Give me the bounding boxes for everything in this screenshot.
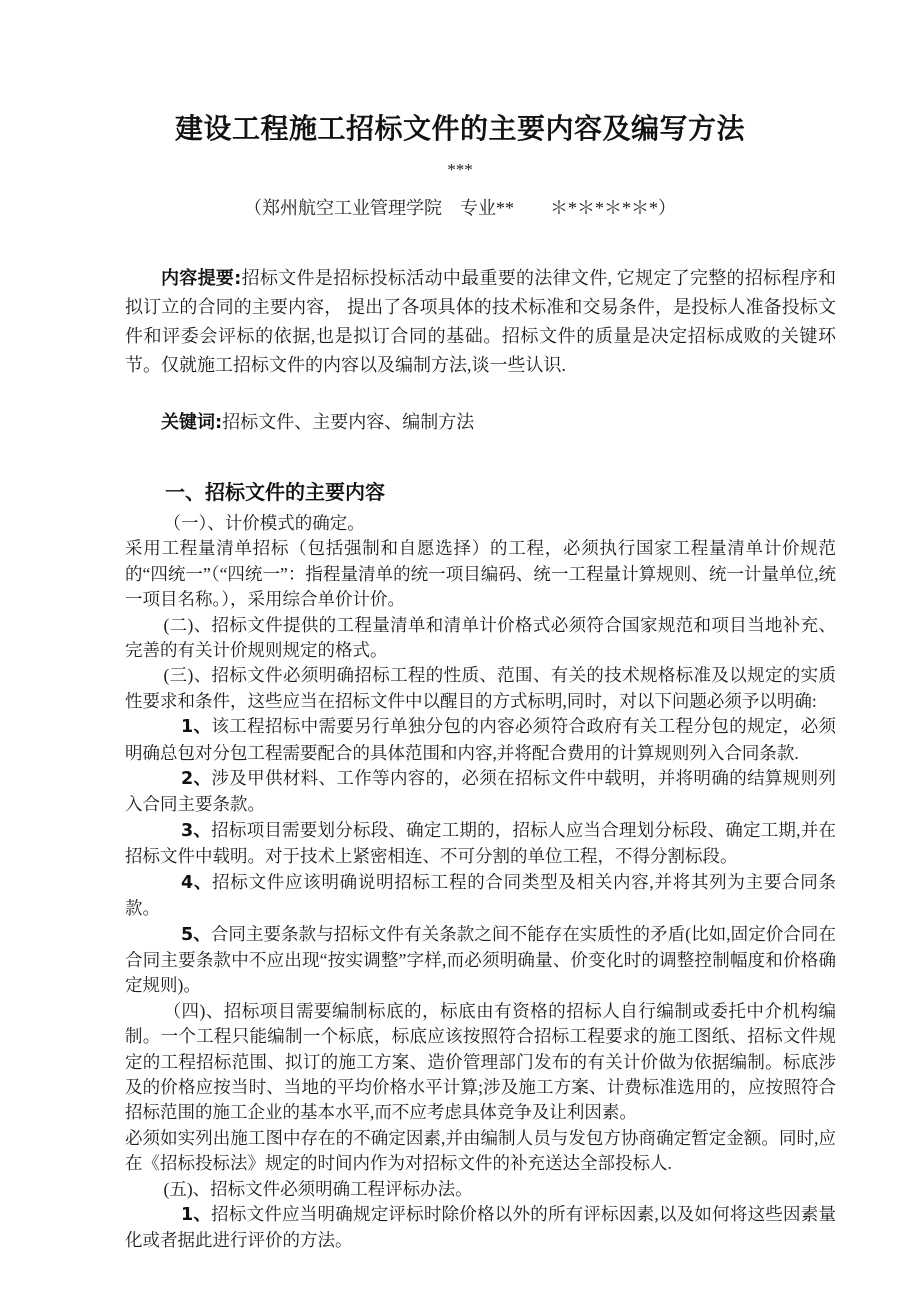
abstract-paragraph <box>125 264 836 380</box>
paragraph <box>125 511 836 536</box>
keywords-text: 招标文件、主要内容、编制方法 <box>222 412 475 432</box>
abstract-text: 招标文件是招标投标活动中最重要的法律文件, 它规定了完整的招标程序和拟订立的合同的主要内容， 提出了各项具体的技术标准和交易条件，是投标人准备投标文件和评委会评标的依据,也是拟订合同的基础。招标文件的质量是决定招标成败的关键环节。仅就施工招标文件的内容以及编制方法,谈一些认识. <box>125 268 837 375</box>
paragraph <box>125 613 836 664</box>
item-number: 1、 <box>181 1204 212 1225</box>
paragraph-text: （四)、招标项目需要编制标底的，标底由有资格的招标人自行编制或委托中介机构编制。一个工程只能编制一个标底，标底应该按照符合招标工程要求的施工图纸、招标文件规定的工程招标范围、拟订的施工方案、造价管理部门发布的有关计价做为依据编制。标底涉及的价格应按当时、当地的平均价格水平计算;涉及施工方案、计费标准选用的，应按照符合招标范围的施工企业的基本水平,而不应考虑具体竞争及让利因素。 <box>125 1000 836 1123</box>
item-number: 5、 <box>181 924 211 945</box>
affiliation-line: （郑州航空工业管理学院 专业** ＊*＊*＊*＊*） <box>244 198 676 218</box>
numbered-item <box>125 870 836 922</box>
paragraph-text: 涉及甲供材料、工作等内容的，必须在招标文件中载明，并将明确的结算规则列入合同主要条款。 <box>125 768 836 815</box>
item-number: 3、 <box>181 820 212 841</box>
numbered-item <box>125 714 836 766</box>
paragraph-text: 合同主要条款与招标文件有关条款之间不能存在实质性的矛盾(比如,固定价合同在合同主要条款中不应出现“按实调整”字样,而必须明确量、价变化时的调整控制幅度和价格确定规则)。 <box>125 923 837 996</box>
item-number: 4、 <box>181 872 213 893</box>
paragraph-text: 招标文件应该明确说明招标工程的合同类型及相关内容,并将其列为主要合同条款。 <box>125 871 836 919</box>
paragraph <box>125 1177 836 1202</box>
paragraph-text: (二)、招标文件提供的工程量清单和清单计价格式必须符合国家规范和项目当地补充、完善的有关计价规则规定的格式。 <box>125 614 836 661</box>
keywords-paragraph <box>125 408 836 437</box>
paragraph-text: (五)、招标文件必须明确工程评标办法。 <box>163 1178 473 1199</box>
paragraph-text: 招标项目需要划分标段、确定工期的，招标人应当合理划分标段、确定工期,并在招标文件中载明。对于技术上紧密相连、不可分割的单位工程，不得分割标段。 <box>125 819 836 867</box>
paragraph-text: 采用工程量清单招标（包括强制和自愿选择）的工程，必须执行国家工程量清单计价规范的“四统一”（“四统一”：指程量清单的统一项目编码、统一工程量计算规则、统一计量单位,统一项目名称。），采用综合单价计价。 <box>125 538 836 610</box>
paragraph-text: （一）、计价模式的确定。 <box>163 513 365 533</box>
paragraph <box>125 663 836 714</box>
paragraph <box>125 999 836 1126</box>
item-number: 1、 <box>181 717 212 738</box>
numbered-item <box>125 818 836 870</box>
section-heading: 一、招标文件的主要内容 <box>165 480 385 504</box>
paragraph-text: (三)、招标文件必须明确招标工程的性质、范围、有关的技术规格标准及以规定的实质性要求和条件，这些应当在招标文件中以醒目的方式标明,同时，对以下问题必须予以明确: <box>125 665 836 711</box>
paragraph-text: 该工程招标中需要另行单独分包的内容必须符合政府有关工程分包的规定，必须明确总包对分包工程需要配合的具体范围和内容,并将配合费用的计算规则列入合同条款. <box>125 716 836 763</box>
paragraph-text: 必须如实列出施工图中存在的不确定因素,并由编制人员与发包方协商确定暂定金额。同时,应在《招标投标法》规定的时间内作为对招标文件的补充送达全部投标人. <box>125 1127 836 1174</box>
abstract-label: 内容提要: <box>161 268 242 289</box>
paragraph <box>125 1126 836 1177</box>
paragraph <box>125 536 836 612</box>
document-title: 建设工程施工招标文件的主要内容及编写方法 <box>174 112 745 145</box>
document-body <box>125 511 836 1254</box>
keywords-label: 关键词: <box>161 412 223 433</box>
author-placeholder-marks: *** <box>447 160 473 179</box>
numbered-item <box>125 922 836 999</box>
numbered-item <box>125 1202 836 1254</box>
item-number: 2、 <box>181 769 212 790</box>
numbered-item <box>125 766 836 818</box>
paragraph-text: 招标文件应当明确规定评标时除价格以外的所有评标因素,以及如何将这些因素量化或者据此进行评价的方法。 <box>125 1203 836 1251</box>
